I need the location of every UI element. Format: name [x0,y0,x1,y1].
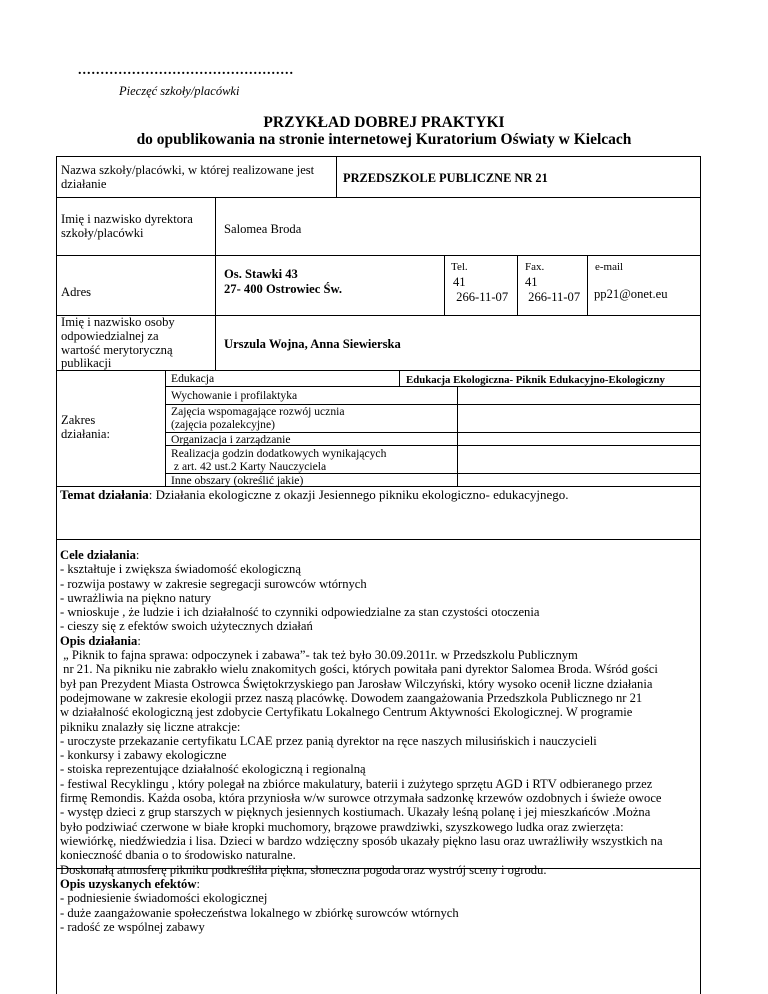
scope-row-hours-label-line2: z art. 42 ust.2 Karty Nauczyciela [171,460,327,473]
description-line: „ Piknik to fajna sprawa: odpoczynek i zabawa”- tak też było 30.09.2011r. w Przedszkolu Publicznym [60,648,578,663]
tel-label: Tel. [451,261,468,273]
scope-row-support-label-line1: Zajęcia wspomagające rozwój ucznia [171,405,345,418]
description-line: - konkursy i zabawy ekologiczne [60,748,227,763]
effect-item: - duże zaangażowanie społeczeństwa lokalnego w zbiórkę surowców wtórnych [60,905,459,920]
effects-colon: : [196,877,200,891]
description-line: - stoiska reprezentujące działalność ekologiczną i regionalną [60,762,366,777]
goal-item: - cieszy się z efektów swoich użytecznych działań [60,619,313,634]
email-label: e-mail [595,261,624,273]
description-label: Opis działania [60,633,138,648]
goals-label: Cele działania [60,548,136,562]
description-line: - festiwal Recyklingu , który polegał na zbiórce makulatury, baterii i zużytego sprzętu AGD i RTV odbieranego przez [60,776,653,791]
fax-label: Fax. [525,261,545,273]
fax-line2: 266-11-07 [525,290,581,304]
description-line: - występ dzieci z grup starszych w pięknych jesiennych kostiumach. Ukazały leśną polanę i jej mieszkańców .Można [60,805,651,820]
topic [60,488,569,502]
school-name: PRZEDSZKOLE PUBLICZNE NR 21 [343,171,548,185]
effects-section [60,877,459,934]
scope-row-organization-label: Organizacja i zarządzanie [171,433,291,446]
description-line: w działalność ekologiczną jest zdobycie Certyfikatu Lokalnego Centrum Aktywności Ekologicznej. W programie [60,705,633,720]
address-label: Adres [61,285,92,299]
description-line: pikniku znalazły się liczne atrakcje: [60,719,241,734]
page-subtitle: do opublikowania na stronie internetowej Kuratorium Oświaty w Kielcach [136,131,632,148]
director-label-line2: szkoły/placówki [61,226,144,240]
scope-row-upbringing-label: Wychowanie i profilaktyka [171,389,298,402]
scope-row-education-label: Edukacja [171,372,215,385]
responsible-label-line4: publikacji [61,356,112,370]
page-title: PRZYKŁAD DOBREJ PRAKTYKI [263,114,505,131]
goal-item: - wnioskuje , że ludzie i ich działalność to czynniki odpowiedzialne za stan czystości otoczenia [60,605,540,620]
email-value: pp21@onet.eu [594,287,668,301]
effect-item: - radość ze wspólnej zabawy [60,919,205,934]
description-line: firmę Remondis. Każda osoba, która przyniosła w/w surowce otrzymała sadzonkę krzewów ozdobnych i świeże owoce [60,791,662,806]
scope-row-education-value: Edukacja Ekologiczna- Piknik Edukacyjno-Ekologiczny [406,374,665,386]
description-colon: : [137,633,141,648]
address-line2: 27- 400 Ostrowiec Św. [224,282,342,296]
topic-value: : Działania ekologiczne z okazji Jesiennego pikniku ekologiczno- edukacyjnego. [148,487,569,502]
responsible-names: Urszula Wojna, Anna Siewierska [224,337,401,351]
scope-row-hours-label-line1: Realizacja godzin dodatkowych wynikających [171,447,387,460]
description-line: Doskonałą atmosferę pikniku podkreśliła piękna, słoneczna pogoda oraz wystrój sceny i ogrodu. [60,862,547,877]
effects-label: Opis uzyskanych efektów [60,877,197,891]
effect-item: - podniesienie świadomości ekologicznej [60,891,268,906]
topic-label: Temat działania [60,487,149,502]
description-line: podejmowane w zakresie ekologii przez naszą placówkę. Dowodem zaangażowania Przedszkola Publicznego nr 21 [60,690,643,705]
responsible-label-line3: wartość merytoryczną [61,343,173,357]
stamp-label: Pieczęć szkoły/placówki [119,84,240,98]
description-line: wiewiórkę, niedźwiedzia i lisa. Dzieci w bardzo wdzięczny sposób ukazały piękno lasu oraz uwrażliwiły wszystkich na [60,833,663,848]
goal-item: - rozwija postawy w zakresie segregacji surowców wtórnych [60,576,367,591]
fax-line1: 41 [525,275,538,289]
school-label-line2: działanie [61,177,107,191]
description-line: był pan Prezydent Miasta Ostrowca Świętokrzyskiego pan Jarosław Wilczyński, który wysoko ocenił liczne działania [60,676,653,691]
director-label-line1: Imię i nazwisko dyrektora [61,212,193,226]
description-line: konieczność dbania o to środowisko naturalne. [60,848,296,863]
scope-label-line2: działania: [61,427,110,441]
tel-line2: 266-11-07 [453,290,509,304]
scope-label-line1: Zakres [61,413,96,427]
school-label-line1: Nazwa szkoły/placówki, w której realizowane jest [61,163,315,177]
scope-row-support-label-line2: (zajęcia pozalekcyjne) [171,418,275,431]
goals-colon: : [135,548,140,562]
address-line1: Os. Stawki 43 [224,267,298,281]
tel-line1: 41 [453,275,466,289]
director-name: Salomea Broda [224,222,302,236]
description-line: było podziwiać czerwone w białe kropki muchomory, brązowe prawdziwki, szyszkowego ludka oraz zwierzęta: [60,819,624,834]
goal-item: - kształtuje i zwiększa świadomość ekologiczną [60,562,301,577]
scope-row-other-label: Inne obszary (określić jakie) [171,474,304,487]
responsible-label-line1: Imię i nazwisko osoby [61,315,175,329]
goal-item: - uwrażliwia na piękno natury [60,590,212,605]
responsible-label-line2: odpowiedzialnej za [61,329,159,343]
description-line: - uroczyste przekazanie certyfikatu LCAE przez panią dyrektor na ręce naszych milusińskich i nauczycieli [60,733,597,748]
stamp-dots: ................................................ [78,63,294,78]
description-line: nr 21. Na pikniku nie zabrakło wielu znakomitych gości, których powitała pani dyrektor Salomea Broda. Wśród gości [60,662,658,677]
goals-section [60,548,663,877]
